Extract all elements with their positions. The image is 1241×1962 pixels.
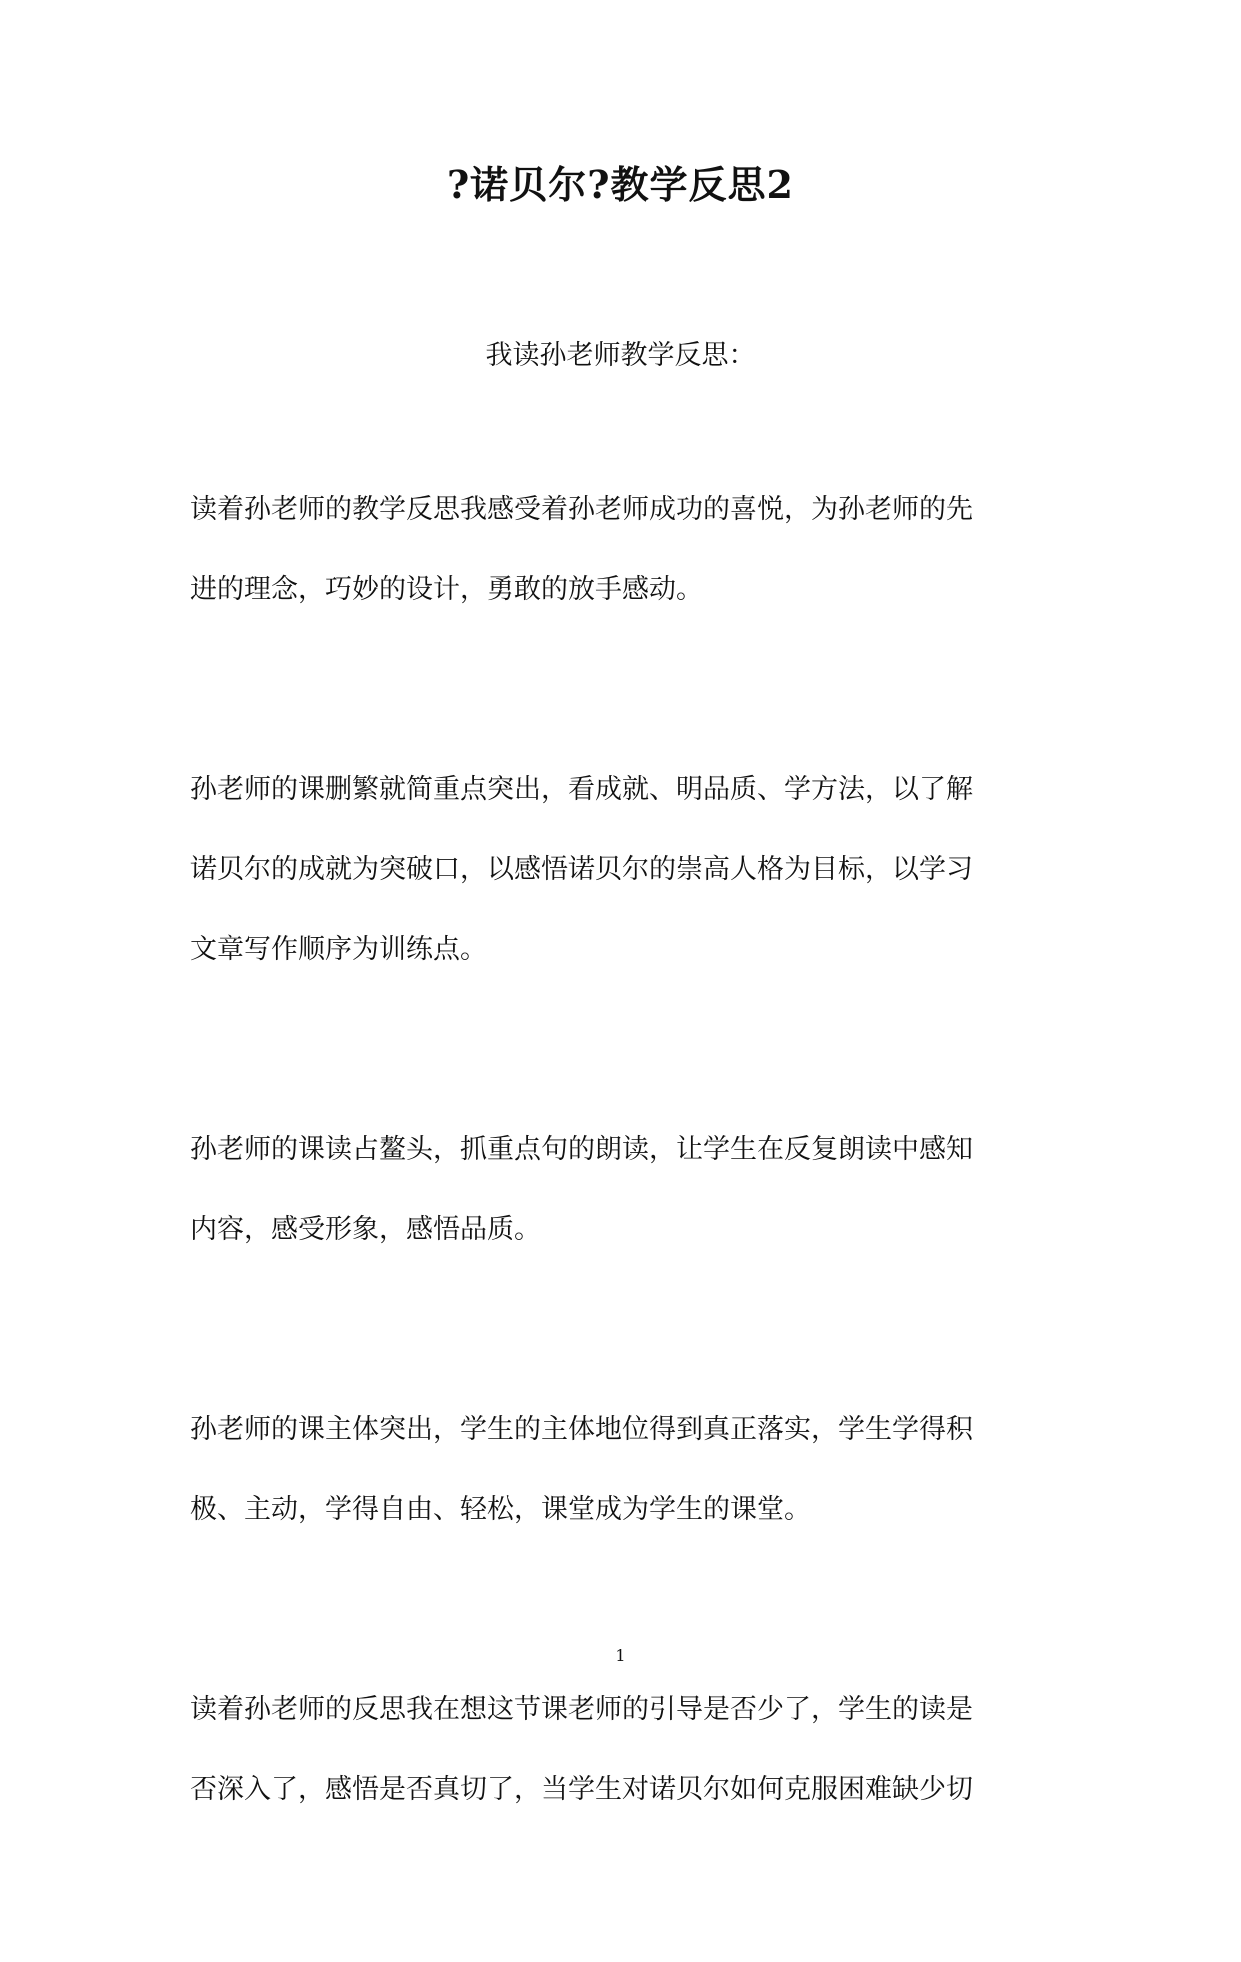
paragraph-4 [190, 1402, 1060, 1562]
page-number: 1 [615, 1646, 626, 1665]
document-subtitle: 我读孙老师教学反思： [485, 340, 756, 371]
text-line: 读着孙老师的反思我在想这节课老师的引导是否少了，学生的读是 [190, 1694, 973, 1725]
text-line: 孙老师的课删繁就简重点突出，看成就、明品质、学方法，以了解 [190, 774, 973, 805]
paragraph-2 [190, 762, 1060, 1002]
text-line: 文章写作顺序为训练点。 [190, 934, 487, 965]
text-line: 进的理念，巧妙的设计，勇敢的放手感动。 [190, 574, 703, 605]
text-line: 孙老师的课读占鳌头，抓重点句的朗读，让学生在反复朗读中感知 [190, 1134, 973, 1165]
text-line: 否深入了，感悟是否真切了，当学生对诺贝尔如何克服困难缺少切 [190, 1774, 973, 1805]
text-line: 读着孙老师的教学反思我感受着孙老师成功的喜悦，为孙老师的先 [190, 494, 973, 525]
paragraph-3 [190, 1122, 1060, 1282]
paragraph-1 [190, 482, 1060, 642]
paragraph-5 [190, 1682, 1060, 1842]
text-line: 诺贝尔的成就为突破口，以感悟诺贝尔的崇高人格为目标，以学习 [190, 854, 973, 885]
text-line: 极、主动，学得自由、轻松，课堂成为学生的课堂。 [190, 1494, 811, 1525]
text-line: 内容，感受形象，感悟品质。 [190, 1214, 541, 1245]
text-line: 孙老师的课主体突出，学生的主体地位得到真正落实，学生学得积 [190, 1414, 973, 1445]
document-title: ?诺贝尔?教学反思2 [447, 162, 794, 207]
document-body [190, 482, 1060, 1962]
